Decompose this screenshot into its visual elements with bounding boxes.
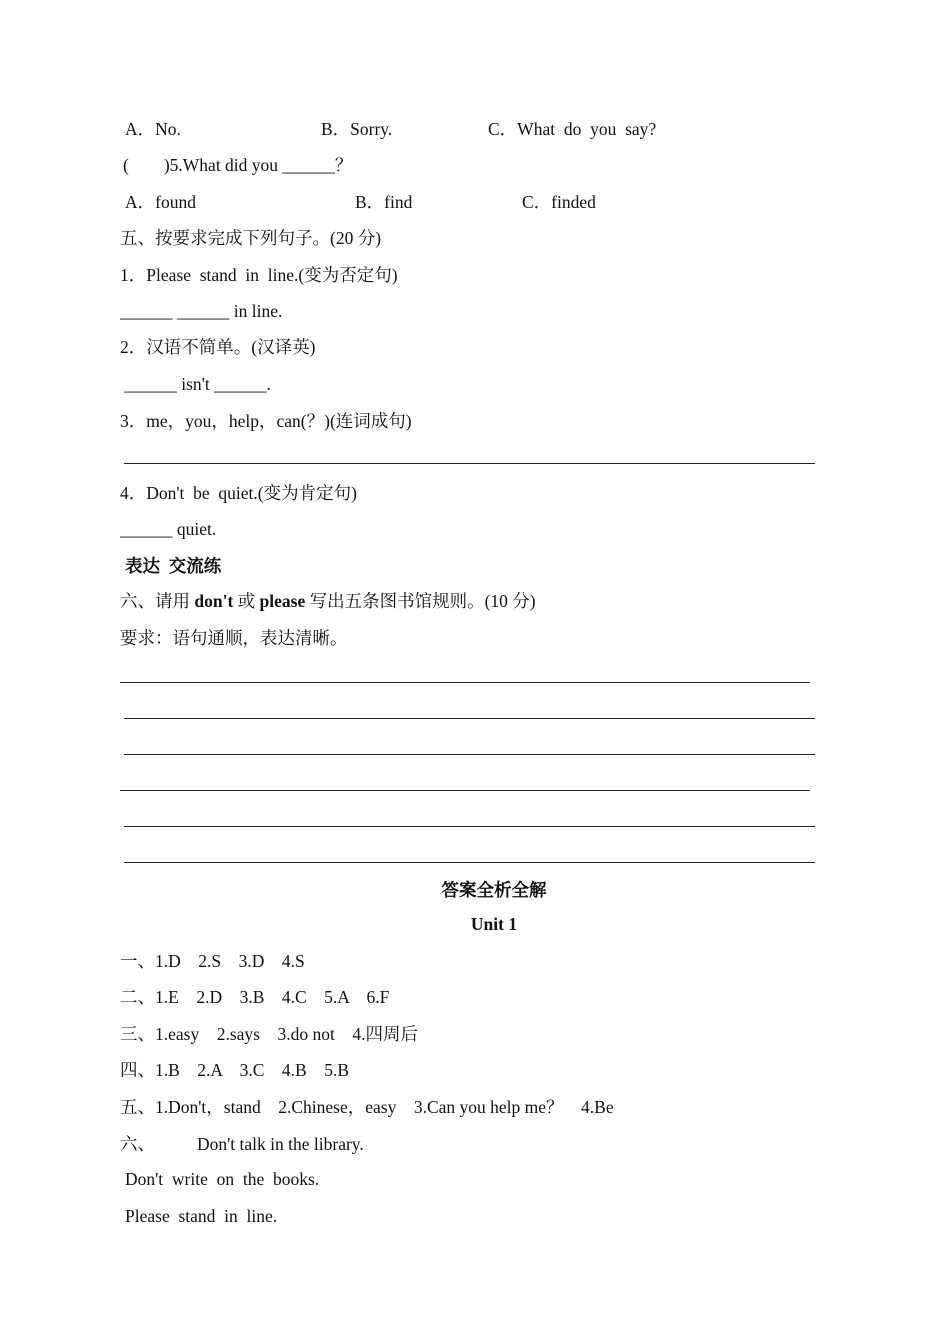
- answer-section-6-line-2: Don't write on the books.: [125, 1169, 320, 1189]
- q5-option-c: C．finded: [522, 192, 596, 212]
- answer-section-6-line-3: Please stand in line.: [125, 1206, 278, 1226]
- q4-option-c: C．What do you say?: [488, 119, 657, 139]
- section6-title-dont: don't: [194, 591, 234, 611]
- answer-section-5: 五、1.Don't，stand 2.Chinese，easy 3.Can you help me？ 4.Be: [120, 1097, 614, 1117]
- section6-requirement: 要求：语句通顺，表达清晰。: [120, 628, 348, 648]
- answers-heading: 答案全析全解: [441, 880, 547, 900]
- section5-sentence-2: 2．汉语不简单。(汉译英): [120, 337, 316, 357]
- section5-title: 五、按要求完成下列句子。(20 分): [120, 228, 382, 248]
- section6-title-part-2: 或: [233, 591, 260, 611]
- section6-writing-line-3: [124, 754, 815, 755]
- section5-answer-line-1: ______ ______ in line.: [120, 301, 283, 321]
- section6-writing-line-2: [124, 718, 815, 719]
- answer-section-1: 一、1.D 2.S 3.D 4.S: [120, 951, 305, 971]
- answer-section-4: 四、1.B 2.A 3.C 4.B 5.B: [120, 1060, 349, 1080]
- section6-title: [120, 590, 536, 612]
- section5-answer-line-2: ______ isn't ______.: [120, 374, 271, 394]
- section5-sentence-1: 1．Please stand in line.(变为否定句): [120, 265, 398, 285]
- section6-title-please: please: [259, 591, 306, 611]
- answers-unit-title: Unit 1: [470, 914, 518, 934]
- section6-writing-line-5: [124, 826, 815, 827]
- q4-option-a: A．No.: [125, 119, 181, 139]
- section6-writing-line-1: [120, 682, 810, 683]
- answer-section-6-line-1: Don't talk in the library.: [197, 1134, 364, 1154]
- section5-sentence-4: 4．Don't be quiet.(变为肯定句): [120, 483, 357, 503]
- answer-section-2: 二、1.E 2.D 3.B 4.C 5.A 6.F: [120, 987, 390, 1007]
- q5-stem: ( )5.What did you ______？: [123, 155, 353, 175]
- q4-option-b: B．Sorry.: [321, 119, 393, 139]
- q5-option-b: B．find: [355, 192, 413, 212]
- section6-writing-line-4: [120, 790, 810, 791]
- section6-writing-line-6: [124, 862, 815, 863]
- section5-writing-line-3: [124, 463, 815, 464]
- answer-section-3: 三、1.easy 2.says 3.do not 4.四周后: [120, 1024, 418, 1044]
- answer-section-6-label: 六、: [120, 1134, 155, 1154]
- q5-option-a: A．found: [125, 192, 196, 212]
- section5-sentence-3: 3．me，you，help，can(？)(连词成句): [120, 411, 412, 431]
- section6-title-part-1: 六、请用: [120, 591, 195, 611]
- express-heading: 表达 交流练: [125, 556, 222, 576]
- section5-answer-line-4: ______ quiet.: [120, 519, 217, 539]
- section6-title-part-3: 写出五条图书馆规则。(10 分): [305, 591, 536, 611]
